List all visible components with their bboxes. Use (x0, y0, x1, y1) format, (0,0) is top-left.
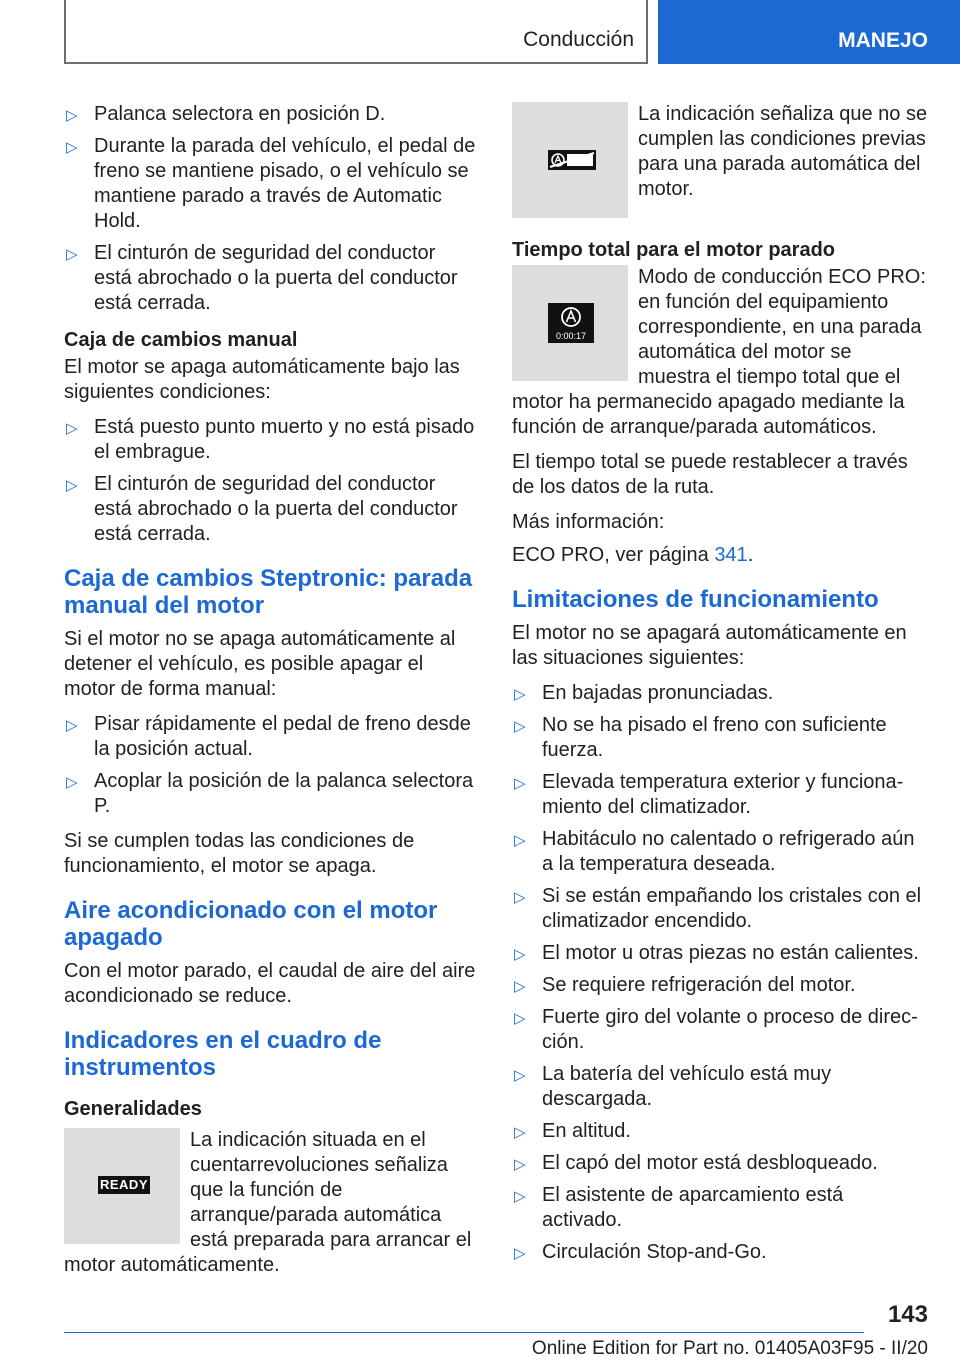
ac-heading: Aire acondicionado con el motor apagado (64, 897, 438, 951)
steptronic-after-text: Si se cumplen todas las condiciones de funcionamiento, el motor se apaga. (64, 830, 415, 877)
page-number: 143 (887, 1301, 928, 1328)
nostop-figure-row (512, 102, 928, 224)
triangle-bullet-icon: ▷ (514, 1245, 526, 1262)
auto-start-stop-unavailable-figure (512, 102, 628, 218)
list-item: ▷ Está puesto punto muerto y no está pisado el embrague. (66, 416, 475, 463)
auto-start-stop-icon (548, 150, 596, 170)
ready-indicator-figure (64, 1128, 180, 1244)
total-time-text: Modo de conducción ECO PRO: en función del equipamiento correspondiente, en una parada automática del motor se muestra el tiempo total que el motor ha permanecido apagado mediante la función de arranque/parada automáticos. (512, 266, 926, 438)
limitations-heading: Limitaciones de funcionamiento (512, 586, 879, 613)
list-item: ▷ El asistente de aparcamiento está activado. (514, 1184, 844, 1231)
timer-value: 0:00:17 (555, 331, 587, 341)
list-item: ▷ No se ha pisado el freno con suficiente fuerza. (514, 714, 887, 761)
ready-figure-row (64, 1128, 476, 1278)
triangle-bullet-icon: ▷ (514, 775, 526, 792)
triangle-bullet-icon: ▷ (66, 246, 78, 263)
triangle-bullet-icon: ▷ (514, 718, 526, 735)
triangle-bullet-icon: ▷ (66, 139, 78, 156)
list-item: ▷ Palanca selectora en posición D. (64, 102, 476, 127)
triangle-bullet-icon: ▷ (66, 477, 78, 494)
instrument-indicators-heading: Indicadores en el cuadro de instrumentos (64, 1027, 382, 1081)
manual-gearbox-heading: Caja de cambios manual (64, 329, 298, 351)
page-link[interactable]: 341 (714, 544, 748, 566)
timer-figure-row (512, 265, 928, 440)
list-item: ▷ Se requiere refrigeración del motor. (512, 973, 928, 998)
manual-gearbox-text: El motor se apaga automáticamente bajo las siguientes condiciones: (64, 356, 460, 403)
list-item: ▷ El cinturón de seguridad del conductor está abrochado o la puerta del conductor está cerrada. (66, 473, 458, 545)
conditions-list-1 (64, 102, 476, 316)
list-item: ▷ El capó del motor está desbloqueado. (512, 1151, 928, 1176)
list-item: ▷ Elevada temperatura exterior y funcionamiento del climatizador. (514, 771, 904, 818)
auto-start-stop-icon (548, 303, 594, 331)
ready-indicator-text: La indicación situada en el cuentarrevoluciones señaliza que la función de arranque/parada automática está preparada para arrancar el motor automáticamente. (64, 1129, 472, 1276)
list-item: ▷ Pisar rápidamente el pedal de freno desde la posición actual. (66, 713, 471, 760)
triangle-bullet-icon: ▷ (66, 774, 78, 791)
triangle-bullet-icon: ▷ (514, 1188, 526, 1205)
list-item: ▷ El motor u otras piezas no están calientes. (512, 941, 928, 966)
triangle-bullet-icon: ▷ (514, 1067, 526, 1084)
footer-edition: Online Edition for Part no. 01405A03F95 - II/20 (531, 1338, 928, 1359)
triangle-bullet-icon: ▷ (66, 107, 78, 124)
footer-divider (64, 1332, 864, 1333)
triangle-bullet-icon: ▷ (514, 686, 526, 703)
list-item: ▷ Acoplar la posición de la palanca selectora P. (66, 770, 474, 817)
triangle-bullet-icon: ▷ (514, 1124, 526, 1141)
list-item: ▷ El cinturón de seguridad del conductor está abrochado o la puerta del conductor está cerrada. (66, 242, 458, 314)
conditions-list-2 (64, 415, 476, 547)
triangle-bullet-icon: ▷ (514, 946, 526, 963)
chapter-tab[interactable]: MANEJO (658, 0, 960, 64)
list-item: ▷ Durante la parada del vehículo, el pedal de freno se mantiene pisado, o el vehículo se mantiene parado a través de Automatic Hold. (66, 135, 476, 232)
timer-figure (512, 265, 628, 381)
triangle-bullet-icon: ▷ (514, 889, 526, 906)
triangle-bullet-icon: ▷ (66, 420, 78, 437)
list-item: ▷ En altitud. (512, 1119, 928, 1144)
right-column (512, 102, 928, 1275)
ac-text: Con el motor parado, el caudal de aire del aire acondicionado se reduce. (64, 960, 476, 1007)
steptronic-heading: Caja de cambios Steptronic: parada manual del motor (64, 565, 473, 619)
triangle-bullet-icon: ▷ (514, 1156, 526, 1173)
limitations-text: El motor no se apagará automáticamente en las situaciones siguientes: (512, 622, 907, 669)
triangle-bullet-icon: ▷ (514, 978, 526, 995)
more-info-label: Más información: (512, 511, 665, 533)
list-item: ▷ Fuerte giro del volante o proceso de dirección. (514, 1006, 918, 1053)
list-item: ▷ Si se están empañando los cristales con el climatizador encendido. (514, 885, 922, 932)
section-title: Conducción (523, 28, 634, 51)
triangle-bullet-icon: ▷ (514, 832, 526, 849)
list-item: ▷ Circulación Stop-and-Go. (512, 1240, 928, 1265)
triangle-bullet-icon: ▷ (514, 1010, 526, 1027)
nostop-text: La indicación señaliza que no se cumplen las condiciones previas para una parada automática del motor. (638, 103, 928, 200)
steptronic-text: Si el motor no se apaga automáticamente al detener el vehículo, es posible apagar el motor de forma manual: (64, 628, 456, 700)
total-time-heading: Tiempo total para el motor parado (512, 239, 836, 261)
ready-indicator-label: READY (99, 1177, 148, 1192)
eco-pro-reference: ECO PRO, ver página 341. (512, 544, 754, 566)
list-item: ▷ En bajadas pronunciadas. (512, 681, 928, 706)
general-heading: Generalidades (64, 1098, 202, 1120)
list-item: ▷ La batería del vehículo está muy descargada. (514, 1063, 832, 1110)
limitations-list (512, 681, 928, 1265)
steptronic-list (64, 712, 476, 819)
list-item: ▷ Habitáculo no calentado o refrigerado aún a la temperatura deseada. (514, 828, 915, 875)
reset-text: El tiempo total se puede restablecer a través de los datos de la ruta. (512, 451, 908, 498)
triangle-bullet-icon: ▷ (66, 717, 78, 734)
left-column (64, 102, 476, 1278)
timer-display (548, 303, 594, 343)
